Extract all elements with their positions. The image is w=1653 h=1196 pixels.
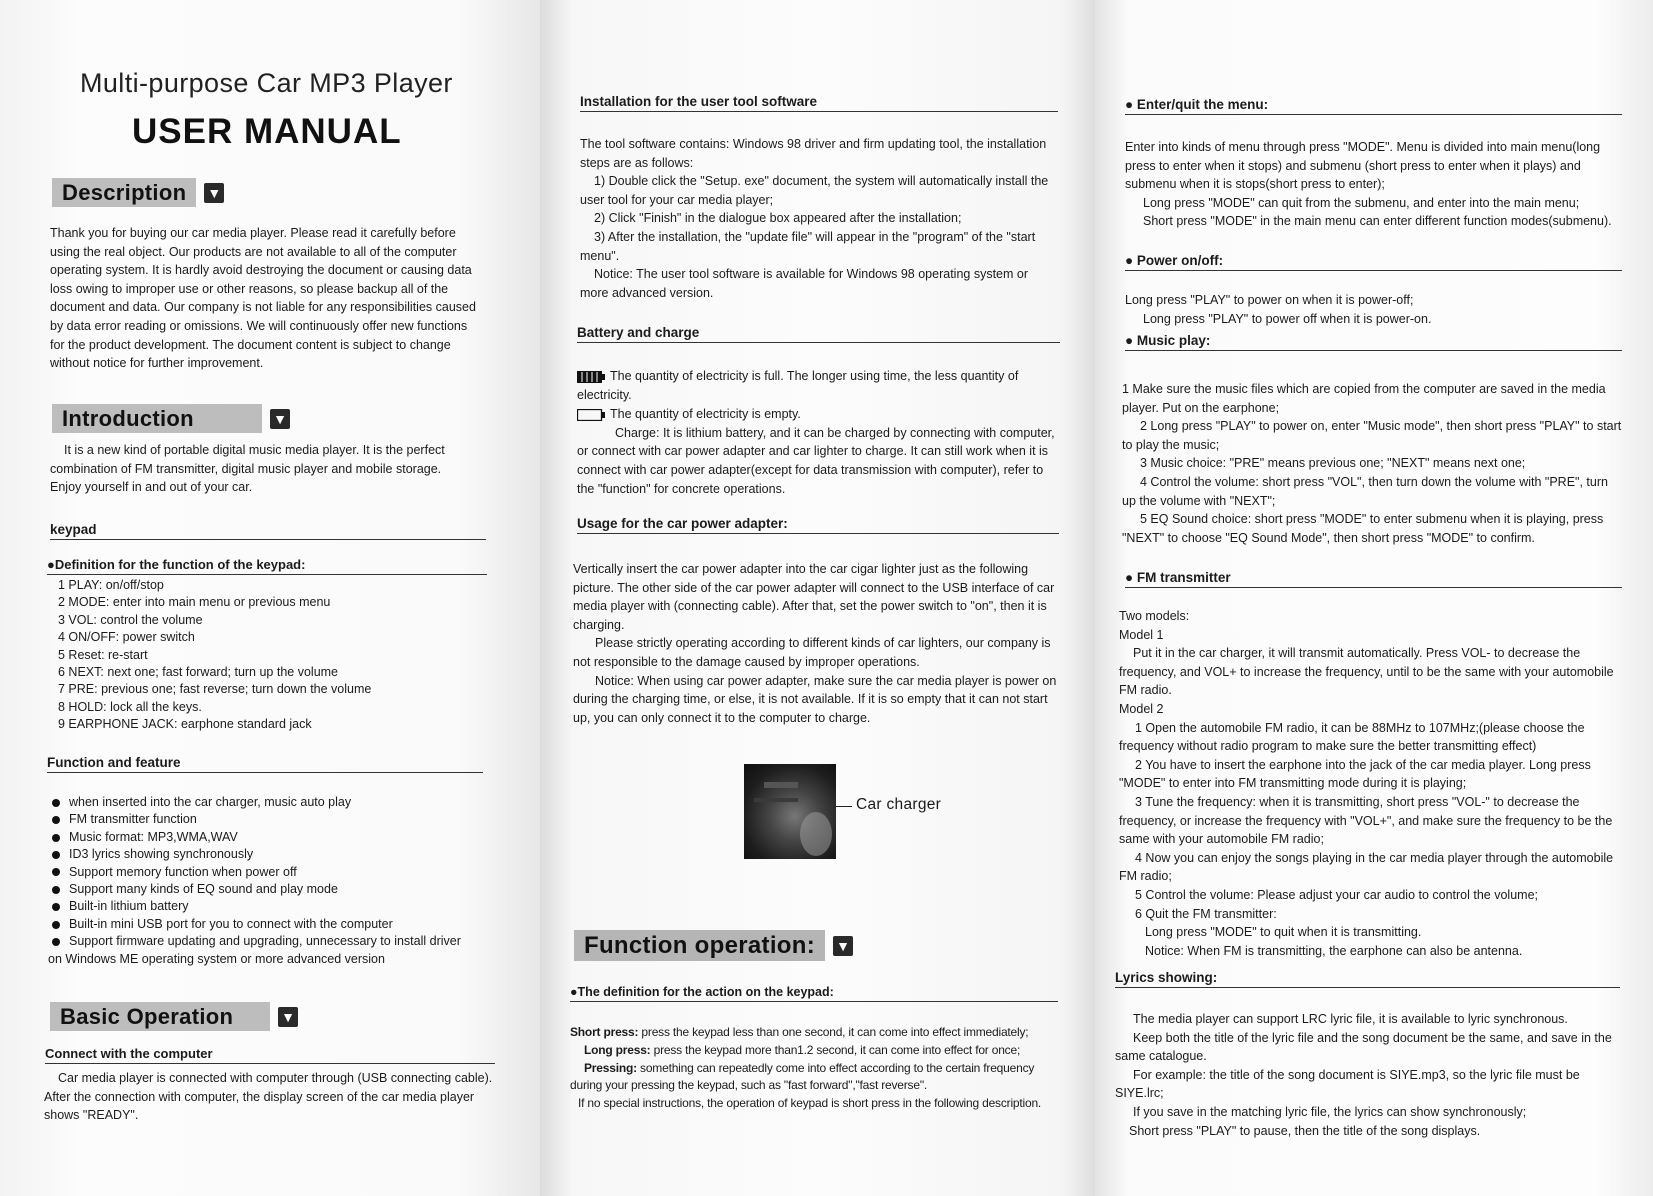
connect-heading: Connect with the computer	[45, 1046, 495, 1064]
list-item: Built-in mini USB port for you to connect with the computer	[52, 916, 492, 933]
battery-empty-icon	[577, 409, 605, 421]
lyrics-line: Short press "PLAY" to pause, then the title of the song displays.	[1129, 1123, 1481, 1138]
power-heading: ● Power on/off:	[1125, 253, 1622, 271]
fm-step: 5 Control the volume: Please adjust your car audio to control the volume;	[1135, 887, 1538, 902]
music-line: 3 Music choice: "PRE" means previous one; "NEXT" means next one;	[1140, 456, 1526, 471]
keypad-list	[48, 577, 478, 734]
photo-leader-line	[836, 806, 852, 807]
right-panel	[1095, 0, 1653, 1196]
fm-step: 3 Tune the frequency: when it is transmitting, short press "VOL-" to decrease the frequency, or increase the frequency with "VOL+", and make sure the frequency to be the same with your automobile FM radio;	[1119, 794, 1613, 847]
music-line: 4 Control the volume: short press "VOL", then turn down the volume with "PRE", turn up the volume with "NEXT";	[1122, 474, 1608, 508]
installation-line: The tool software contains: Windows 98 driver and firm updating tool, the installation steps are as follows:	[580, 137, 1047, 170]
bullet-icon	[52, 903, 60, 911]
lyrics-line: If you save in the matching lyric file, the lyrics can show synchronously;	[1133, 1104, 1527, 1119]
introduction-text: It is a new kind of portable digital music media player. It is the perfect combination of FM transmitter, digital music player and mobile storage. Enjoy yourself in and out of your car.	[50, 443, 445, 495]
menu-line: Enter into kinds of menu through press "MODE". Menu is divided into main menu(long press to enter when it stops) and submenu (short press to enter when it plays) and submenu when it is stops(short press to enter);	[1125, 140, 1601, 192]
power-body	[1125, 291, 1623, 328]
introduction-heading: Introduction	[52, 404, 262, 433]
battery-body	[577, 367, 1057, 498]
pressing-line: Pressing: something can repeatedly come into effect according to the certain frequency during your pressing the keypad, such as "fast forward","fast reverse".	[570, 1060, 1035, 1093]
description-banner	[52, 178, 224, 207]
fm-step: 2 You have to insert the earphone into the jack of the car media player. Long press "MODE" to enter into FM transmitting mode during it is playing;	[1119, 757, 1591, 791]
list-item: Built-in lithium battery	[52, 898, 492, 915]
list-item: when inserted into the car charger, music auto play	[52, 794, 492, 811]
list-item: ID3 lyrics showing synchronously	[52, 846, 492, 863]
function-operation-banner	[574, 930, 853, 961]
list-item: Support many kinds of EQ sound and play mode	[52, 881, 492, 898]
installation-body	[580, 135, 1058, 302]
fm-quit-line: Long press "MODE" to quit when it is transmitting.	[1145, 925, 1422, 940]
lyrics-line: The media player can support LRC lyric file, it is available to lyric synchronous.	[1133, 1012, 1568, 1026]
list-item: Support firmware updating and upgrading, unnecessary to install driver	[52, 933, 492, 950]
keypad-note: If no special instructions, the operation of keypad is short press in the following description.	[578, 1096, 1042, 1111]
battery-full-text: The quantity of electricity is full. The longer using time, the less quantity of electricity.	[577, 369, 1019, 402]
battery-empty-line	[577, 405, 1057, 424]
title-line2: USER MANUAL	[132, 112, 402, 151]
feature-list	[52, 794, 492, 951]
installation-line: 1) Double click the "Setup. exe" document, the system will automatically install the user tool for your car media player;	[580, 174, 1049, 207]
bullet-icon	[52, 868, 60, 876]
battery-full-icon	[577, 371, 605, 383]
list-item: 5 Reset: re-start	[58, 647, 148, 662]
battery-full-line	[577, 367, 1057, 404]
adapter-line: Vertically insert the car power adapter into the car cigar lighter just as the following picture. The other side of the car power adapter will connect to the USB interface of car media player with (connecting cable). After that, set the power switch to "on", then it is charging.	[573, 562, 1055, 632]
installation-line: 2) Click "Finish" in the dialogue box appeared after the installation;	[594, 211, 962, 226]
list-item: 3 VOL: control the volume	[58, 612, 203, 627]
adapter-line: Please strictly operating according to different kinds of car lighters, our company is not responsible to the damage caused by improper operations.	[573, 636, 1051, 669]
installation-heading: Installation for the user tool software	[580, 94, 1058, 112]
function-feature-heading: Function and feature	[47, 755, 483, 773]
function-operation-heading: Function operation:	[574, 930, 825, 961]
left-panel	[0, 0, 540, 1196]
installation-line: Notice: The user tool software is available for Windows 98 operating system or more advanced version.	[580, 267, 1028, 300]
fm-model1: Model 1	[1119, 627, 1164, 642]
battery-heading: Battery and charge	[577, 325, 1060, 343]
title-line1: Multi-purpose Car MP3 Player	[80, 68, 453, 98]
feature-continuation: on Windows ME operating system or more advanced version	[48, 952, 385, 966]
fm-notice: Notice: When FM is transmitting, the earphone can also be antenna.	[1145, 943, 1523, 958]
adapter-heading: Usage for the car power adapter:	[577, 516, 1059, 534]
menu-heading: ● Enter/quit the menu:	[1125, 97, 1622, 115]
menu-line: Long press "MODE" can quit from the submenu, and enter into the main menu;	[1143, 195, 1580, 210]
fm-two-models: Two models:	[1119, 609, 1190, 623]
fm-heading: ● FM transmitter	[1125, 570, 1622, 588]
fm-model2: Model 2	[1119, 701, 1164, 716]
description-heading: Description	[52, 178, 196, 207]
adapter-line: Notice: When using car power adapter, make sure the car media player is power on during the charging time, or else, it is not available. If it is so empty that it can not start up, you can only connect it to the computer to charge.	[573, 673, 1057, 725]
bullet-icon	[52, 921, 60, 929]
adapter-body	[573, 560, 1059, 727]
long-press-line: Long press: press the keypad more than1.2 second, it can come into effect for once;	[584, 1042, 1021, 1057]
list-item: Support memory function when power off	[52, 864, 492, 881]
list-item: Music format: MP3,WMA,WAV	[52, 829, 492, 846]
introduction-banner	[52, 404, 290, 433]
power-line: Long press "PLAY" to power off when it is power-on.	[1143, 311, 1432, 326]
car-charger-image	[744, 764, 836, 859]
installation-line: 3) After the installation, the "update file" will appear in the "program" of the "start menu".	[580, 229, 1036, 263]
menu-body	[1125, 138, 1623, 231]
lyrics-line: Keep both the title of the lyric file and the song document be the same, and save in the same catalogue.	[1115, 1030, 1612, 1064]
list-item: 1 PLAY: on/off/stop	[58, 578, 164, 592]
description-text: Thank you for buying our car media player. Please read it carefully before using the real object. Our products are not available to all of the computer operating system. It is hardly avoid destroying the document or causing data loss owing to improper use or other reasons, so please backup all of the document and data. Our company is not liable for any responsibilities caused by data error reading or omissions. We will continuously offer new functions for the product development. The document content is subject to change without notice for further improvement.	[50, 226, 476, 371]
car-charger-photo	[744, 764, 836, 859]
bullet-icon	[52, 799, 60, 807]
music-line: 1 Make sure the music files which are copied from the computer are saved in the media player. Put on the earphone;	[1122, 382, 1606, 415]
list-item: FM transmitter function	[52, 811, 492, 828]
fm-step: 6 Quit the FM transmitter:	[1135, 906, 1277, 921]
music-line: 5 EQ Sound choice: short press "MODE" to enter submenu when it is playing, press "NEXT" to choose "EQ Sound Mode", then short press "MODE" to confirm.	[1122, 512, 1604, 545]
car-charger-label: Car charger	[856, 796, 942, 813]
music-heading: ● Music play:	[1125, 333, 1622, 351]
circle-down-icon: ▼	[204, 183, 224, 203]
bullet-icon	[52, 886, 60, 894]
keypad-heading: keypad	[50, 522, 486, 540]
circle-down-icon: ▼	[833, 936, 853, 956]
power-line: Long press "PLAY" to power on when it is power-off;	[1125, 293, 1414, 307]
list-item: 2 MODE: enter into main menu or previous menu	[58, 595, 331, 610]
list-item: 6 NEXT: next one; fast forward; turn up the volume	[58, 665, 339, 680]
keypad-action-body	[570, 1024, 1060, 1113]
bullet-icon	[52, 816, 60, 824]
lyrics-heading: Lyrics showing:	[1115, 970, 1620, 988]
list-item: 7 PRE: previous one; fast reverse; turn down the volume	[58, 682, 372, 697]
list-item: 4 ON/OFF: power switch	[58, 630, 195, 645]
connect-text: Car media player is connected with computer through (USB connecting cable). After the connection with computer, the display screen of the car media player shows "READY".	[44, 1071, 493, 1123]
lyrics-body	[1115, 1010, 1621, 1140]
middle-panel	[540, 0, 1095, 1196]
keypad-subheading: ●Definition for the function of the keypad:	[47, 557, 487, 575]
lyrics-line: For example: the title of the song document is SIYE.mp3, so the lyric file must be SIYE.lrc;	[1115, 1067, 1580, 1101]
circle-down-icon: ▼	[278, 1007, 298, 1027]
keypad-action-heading: ●The definition for the action on the keypad:	[570, 985, 1058, 1002]
menu-line: Short press "MODE" in the main menu can enter different function modes(submenu).	[1143, 214, 1612, 229]
basic-operation-heading: Basic Operation	[50, 1002, 270, 1031]
short-press-line: Short press: press the keypad less than one second, it can come into effect immediately;	[570, 1025, 1029, 1039]
bullet-icon	[52, 938, 60, 946]
circle-down-icon: ▼	[270, 409, 290, 429]
list-item: 9 EARPHONE JACK: earphone standard jack	[58, 717, 312, 732]
battery-empty-text: The quantity of electricity is empty.	[610, 407, 801, 422]
fm-model1-text: Put it in the car charger, it will transmit automatically. Press VOL- to decrease the frequency, and VOL+ to increase the frequency, until to be the same with your automobile FM radio.	[1119, 646, 1614, 698]
bullet-icon	[52, 851, 60, 859]
music-body	[1122, 380, 1624, 547]
list-item: 8 HOLD: lock all the keys.	[58, 699, 202, 714]
bullet-icon	[52, 834, 60, 842]
battery-charge-text: Charge: It is lithium battery, and it can be charged by connecting with computer, or connect with car power adapter and car lighter to charge. It can still work when it is connect with car power adapter(except for data transmission with computer), refer to the "function" for concrete operations.	[577, 425, 1055, 496]
fm-step: 1 Open the automobile FM radio, it can be 88MHz to 107MHz;(please choose the frequency without radio program to make sure the better transmitting effect)	[1119, 720, 1585, 754]
basic-operation-banner	[50, 1002, 298, 1031]
music-line: 2 Long press "PLAY" to power on, enter "Music mode", then short press "PLAY" to start to play the music;	[1122, 419, 1622, 452]
fm-step: 4 Now you can enjoy the songs playing in the car media player through the automobile FM radio;	[1119, 850, 1614, 884]
fm-body	[1119, 607, 1623, 960]
